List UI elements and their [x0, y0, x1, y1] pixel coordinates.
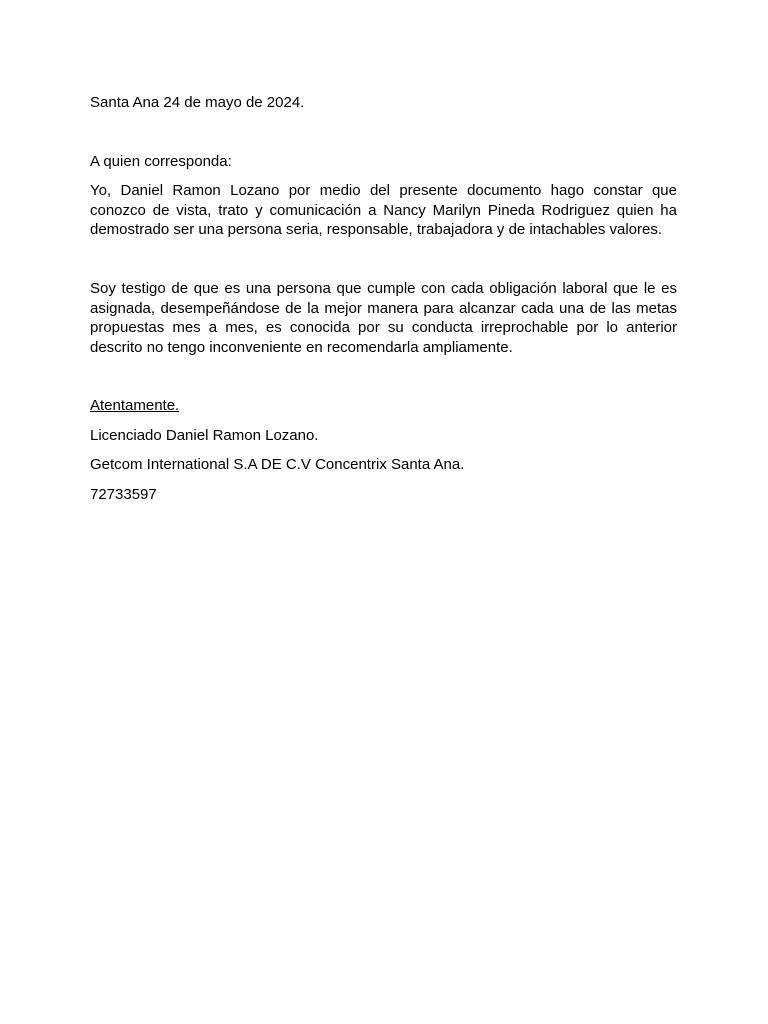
body-paragraph-2: Soy testigo de que es una persona que cumple con cada obligación laboral que le es asignada, desempeñándose de la mejor manera para alcanzar cada una de las metas propuestas mes a mes, es conocida por su conducta irreprochable por lo anterior descrito no tengo inconveniente en recomendarla ampliamente.: [90, 280, 677, 356]
signature-company: Getcom International S.A DE C.V Concentrix Santa Ana.: [90, 456, 465, 473]
signature-phone: 72733597: [90, 486, 157, 503]
date-line: Santa Ana 24 de mayo de 2024.: [90, 94, 305, 111]
closing-line: Atentamente.: [90, 397, 180, 414]
salutation: A quien corresponda:: [90, 153, 232, 170]
signature-name: Licenciado Daniel Ramon Lozano.: [90, 427, 319, 444]
body-paragraph-1: Yo, Daniel Ramon Lozano por medio del presente documento hago constar que conozco de vista, trato y comunicación a Nancy Marilyn Pineda Rodriguez quien ha demostrado ser una persona seria, responsable, trabajadora y de intachables valores.: [90, 182, 677, 239]
